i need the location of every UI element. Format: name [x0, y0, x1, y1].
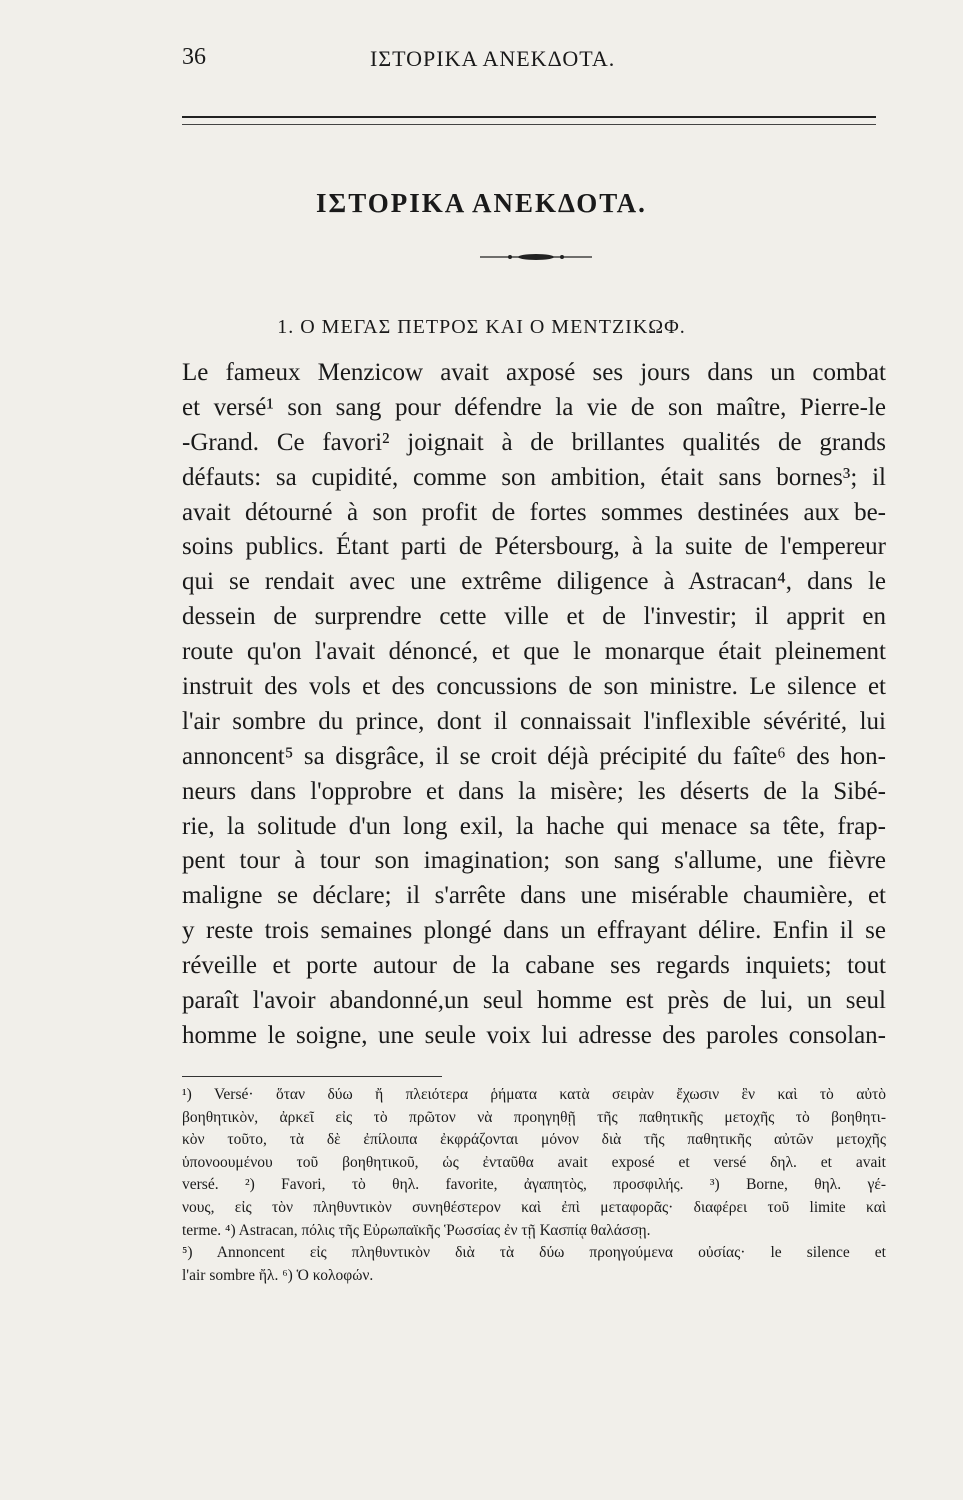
footnote-line: νους, εἰς τὸν πληθυντικὸν συνηθέστερον καὶ ἐπὶ μεταφορᾶς· διαφέρει τοῦ limite καὶ — [182, 1198, 886, 1216]
footnotes — [182, 1084, 886, 1287]
body-line: pent tour à tour son imagination; son sang s'allume, une fièvre — [182, 847, 886, 875]
body-line: instruit des vols et des concussions de son ministre. Le silence et — [182, 673, 886, 701]
body-line: neurs dans l'opprobre et dans la misère; les déserts de la Sibé- — [182, 777, 886, 805]
footnote-line: ⁵) Annoncent εἰς πληθυντικὸν διὰ τὰ δύω προηγούμενα οὐσίας· le silence et — [182, 1244, 886, 1262]
body-line: route qu'on l'avait dénoncé, et que le monarque était pleinement — [182, 638, 886, 666]
body-line: homme le soigne, une seule voix lui adresse des paroles consolan- — [182, 1021, 886, 1049]
body-text — [182, 356, 886, 1054]
footnote-line: ¹) Versé· ὅταν δύω ἤ πλειότερα ῥήματα κατὰ σειρὰν ἔχωσιν ἓν καὶ τὸ αὐτὸ — [182, 1086, 886, 1103]
footnote-line: versé. ²) Favori, τὸ θηλ. favorite, ἀγαπητὸς, προσφιλής. ³) Borne, θηλ. γέ- — [182, 1176, 886, 1194]
footnote-line: κὸν τοῦτο, τὰ δὲ ἐπίλοιπα ἐκφράζονται μόνον διὰ τῆς παθητικῆς αὐτῶν μετοχῆς — [182, 1131, 886, 1149]
section-title: ΙΣΤΟΡΙΚΑ ΑΝΕΚΔΟΤΑ. — [316, 188, 647, 218]
ornament-divider-icon — [480, 252, 592, 262]
footnote-line: terme. ⁴) Astracan, πόλις τῆς Εὐρωπαϊκῆς Ῥωσσίας ἐν τῇ Κασπίᾳ θαλάσσῃ. — [182, 1221, 651, 1239]
body-line: paraît l'avoir abandonné,un seul homme est près de lui, un seul — [182, 987, 886, 1015]
footnote-line: βοηθητικὸν, ἀρκεῖ εἰς τὸ πρῶτον νὰ προηγηθῇ τῆς παθητικῆς μετοχῆς τὸ βοηθητι- — [182, 1108, 886, 1126]
body-line: y reste trois semaines plongé dans un effrayant délire. Enfin il se — [182, 917, 886, 945]
body-line: -Grand. Ce favori² joignait à de brillantes qualités de grands — [182, 428, 886, 456]
body-line: soins publics. Étant parti de Pétersbourg, à la suite de l'empereur — [182, 533, 886, 561]
footnote-rule — [182, 1076, 442, 1077]
body-line: rie, la solitude d'un long exil, la hache qui menace sa tête, frap- — [182, 812, 886, 840]
body-line: l'air sombre du prince, dont il connaissait l'inflexible sévérité, lui — [182, 707, 886, 735]
body-line: annoncent⁵ sa disgrâce, il se croit déjà précipité du faîte⁶ des hon- — [182, 742, 886, 770]
body-line: maligne se déclare; il s'arrête dans une misérable chaumière, et — [182, 882, 886, 910]
body-line: et versé¹ son sang pour défendre la vie de son maître, Pierre-le — [182, 393, 886, 421]
running-head — [0, 44, 963, 76]
body-line: dessein de surprendre cette ville et de l'investir; il apprit en — [182, 603, 886, 631]
article-title: 1. Ο ΜΕΓΑΣ ΠΕΤΡΟΣ ΚΑΙ Ο ΜΕΝΤΖΙΚΩΦ. — [277, 316, 686, 338]
footnote-line: ὑπονοουμένου τοῦ βοηθητικοῦ, ὡς ἐνταῦθα avait exposé et versé δηλ. et avait — [182, 1153, 886, 1171]
body-line: défauts: sa cupidité, comme son ambition, était sans bornes³; il — [182, 463, 886, 491]
body-line: réveille et porte autour de la cabane ses regards inquiets; tout — [182, 952, 886, 980]
page-number: 36 — [182, 44, 206, 70]
body-line: Le fameux Menzicow avait axposé ses jours dans un combat — [182, 359, 886, 386]
footnote-line: l'air sombre ἤλ. ⁶) Ὁ κολοφών. — [182, 1266, 374, 1284]
body-line: qui se rendait avec une extrême diligence à Astracan⁴, dans le — [182, 568, 886, 596]
header-double-rule — [182, 116, 876, 125]
running-title: ΙΣΤΟΡΙΚΑ ΑΝΕΚΔΟΤΑ. — [370, 46, 616, 71]
body-line: avait détourné à son profit de fortes sommes destinées aux be- — [182, 498, 886, 526]
